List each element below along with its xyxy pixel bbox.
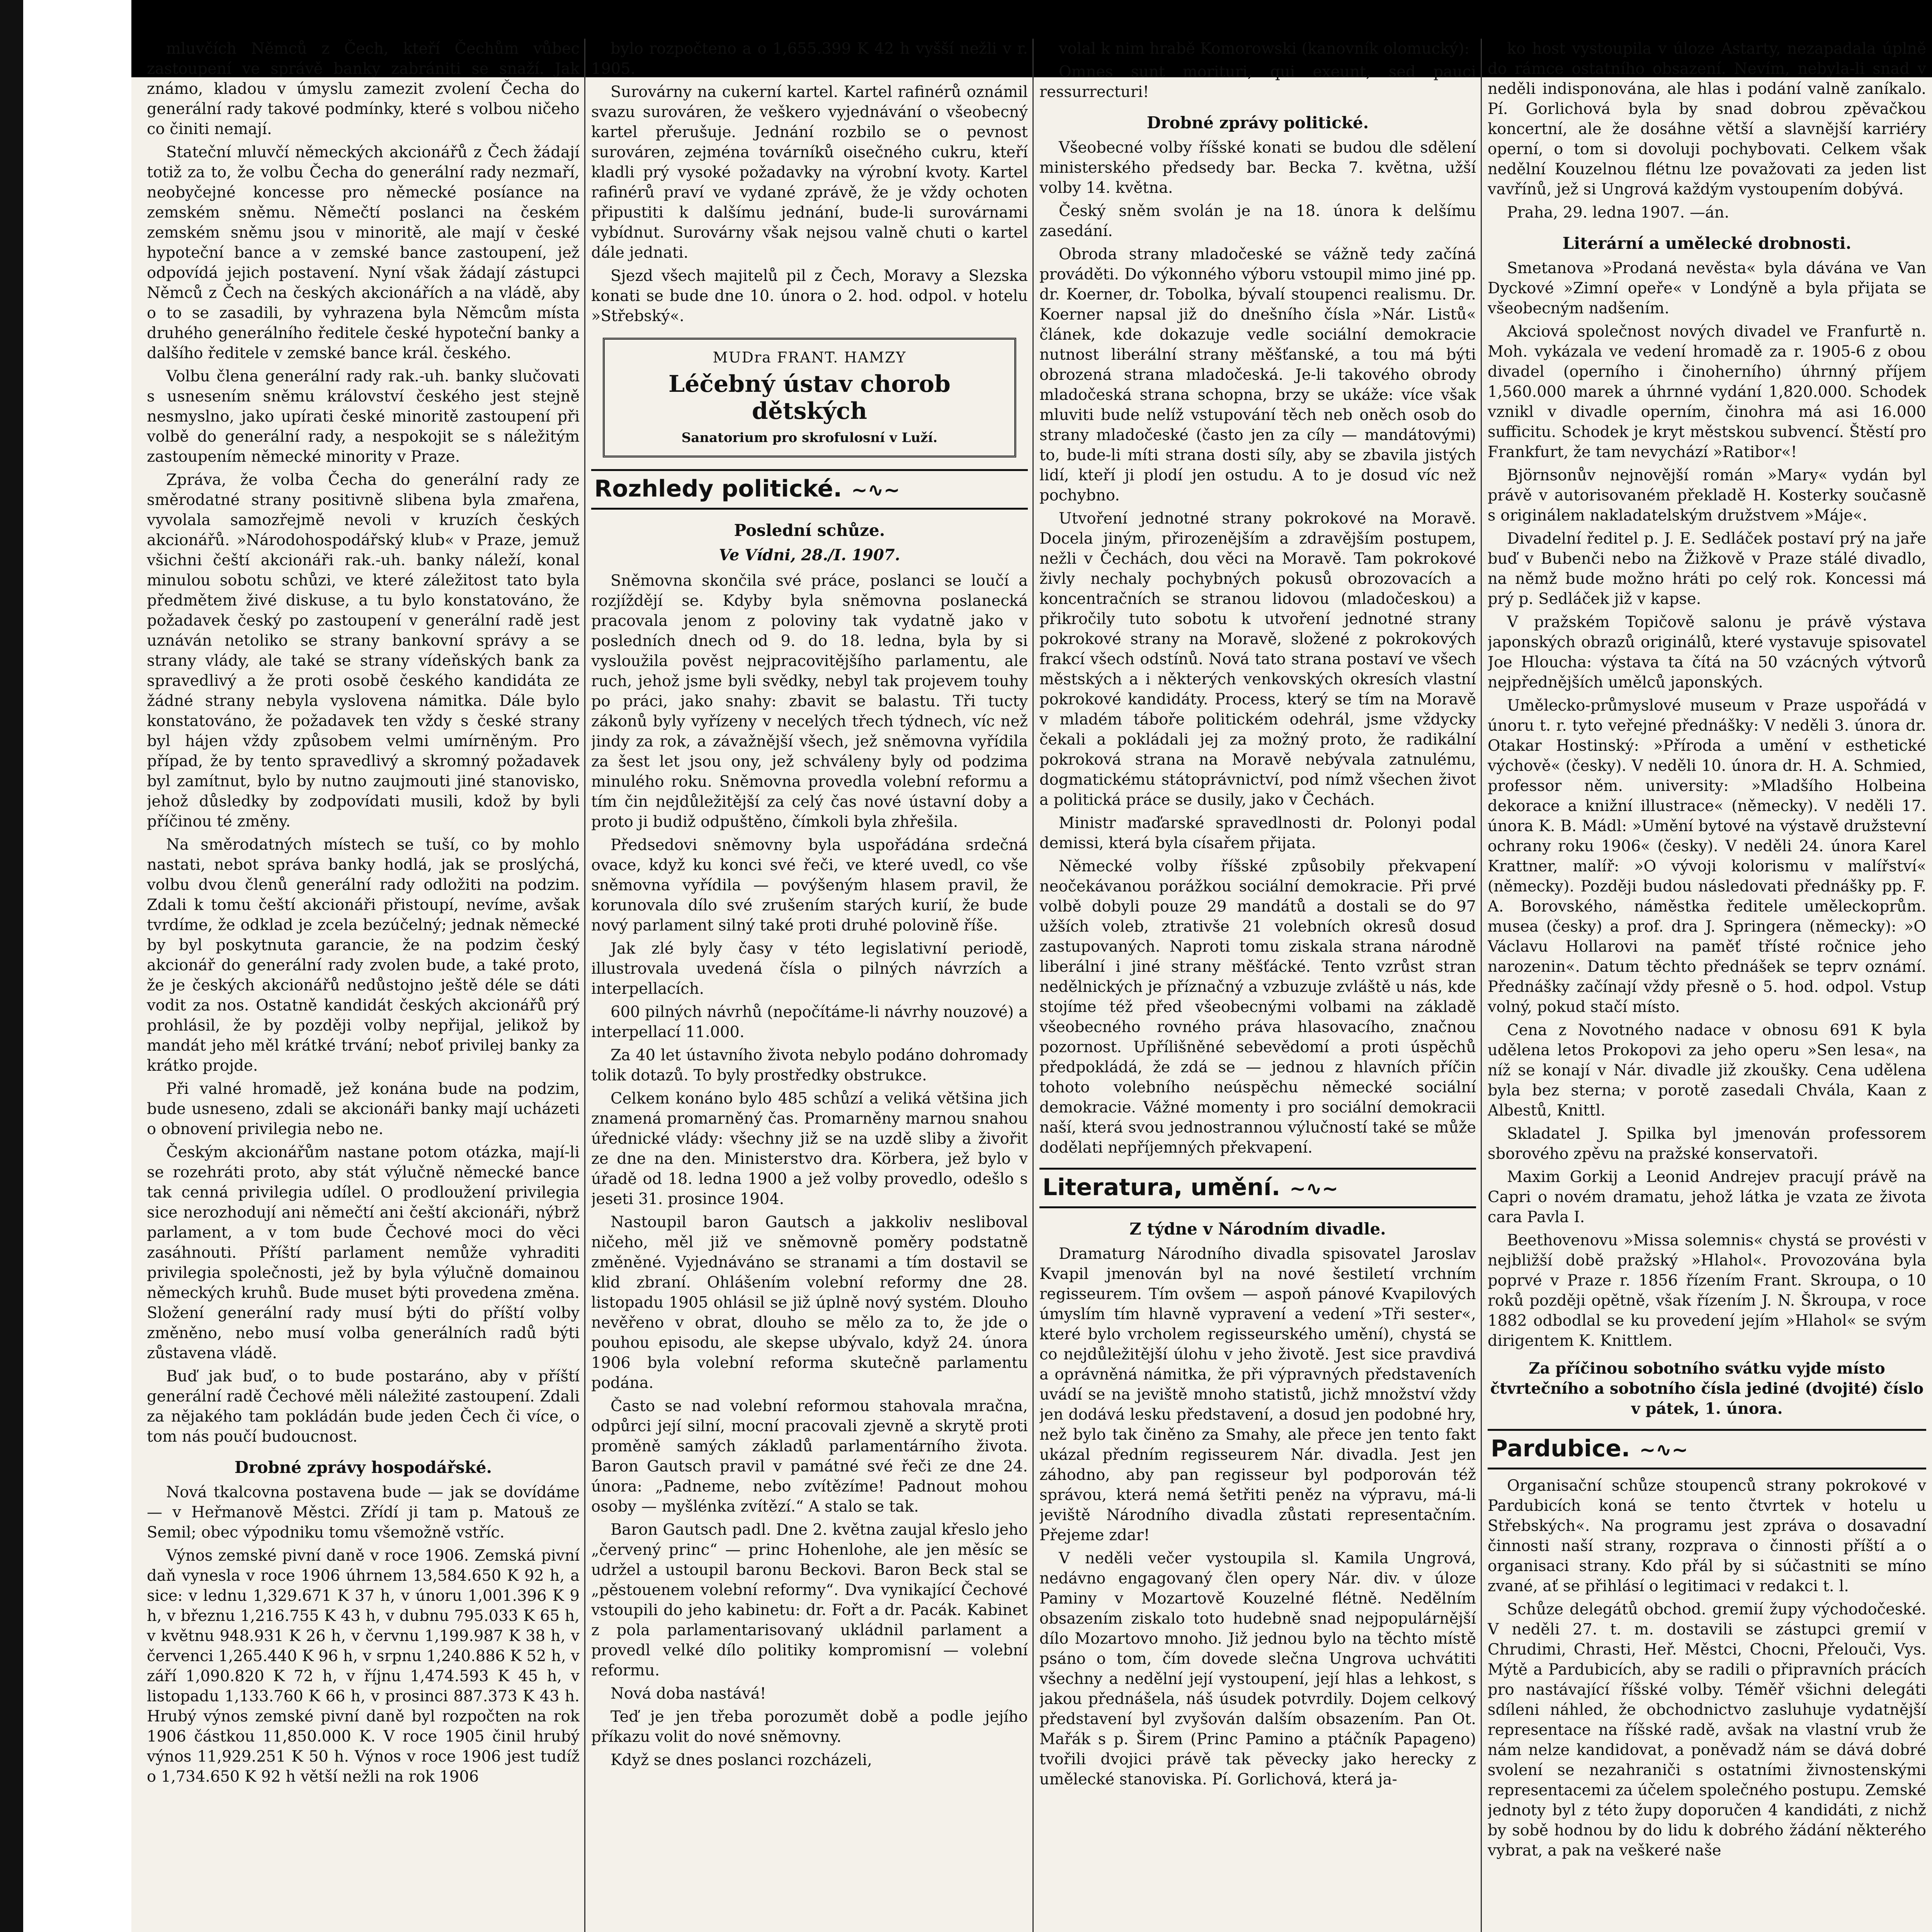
article-paragraph: Zpráva, že volba Čecha do generální rady ze směrodatné strany positivně slibena byla zmařena, vyvolala samozřejmě nevoli v kruzích českých akcionářů. »Národohospodářský klub« v Praze, jemuž všichni čeští akcionáři rak.-uh. banky náleží, konal minulou sobotu schůzi, ve které záležitost tato byla předmětem živé diskuse, a tu bylo konstatováno, že požadavek český po zastoupení v generální radě jest uznáván netoliko se strany bankovní správy a se strany vlády, ale také se strany vídeňských bank za spravedlivý a že proti osobě českého kandidáta ze žádné strany nebyla vyslovena námitka. Dále bylo konstatováno, že požadavek ten vždy s české strany byl hájen vždy způsobem velmi umírněným. Pro případ, že by tento spravedlivý a skromný požadavek byl zamítnut, bylo by nutno zaujmouti jiné stanovisko, jehož důsledky by zodpovídati musili, kdož by byli příčinou té změny. <box>147 471 580 830</box>
ad-line2: Léčebný ústav chorob dětských <box>668 371 951 425</box>
article-paragraph: V neděli večer vystoupila sl. Kamila Ungrová, nedávno engagovaný člen opery Nár. div. v úloze Paminy v Mozartově Kouzelné flétně. Nedělním obsazením ziskalo toto hudebně snad nejpopulárnější dílo Mozartovo mnoho. Již jednou bylo na těchto místě psáno o tom, čím dovede slečna Ungrova uchvátiti všechny a nedělní její vystoupení, její hlas a lehkost, s jakou přednášela, náš úsudek potvrdily. Dojem celkový představení byl zvyšován dalším obsazením. Pan Ot. Mařák s p. Širem (Princ Pamino a ptáčník Papageno) tvořili dvojici právě tak pěvecky jako herecky z umělecké stanoviska. Pí. Gorlichová, která ja- <box>1039 1549 1476 1788</box>
article-heading: Literární a umělecké drobnosti. <box>1562 234 1852 253</box>
article-paragraph: Často se nad volební reformou stahovala mračna, odpůrci její silní, mocní pracovali zjevně a skrytě proti proměně samých základů parlamentárního života. Baron Gautsch pravil v památné své řeči ze dne 24. února: „Padneme, nebo zvítězíme! Padnout mohou osoby — myšlénka zvítězí.“ A stalo se tak. <box>591 1397 1028 1515</box>
article-paragraph: Umělecko-průmyslové museum v Praze uspořádá v únoru t. r. tyto veřejné přednášky: V neděli 3. února dr. Otakar Hostinský: »Příroda a umění v esthetické výchově« (česky). V neděli 10. února dr. H. A. Schmied, professor něm. university: »Mladšího Holbeina dekorace a knižní illustrace« (německy). V neděli 17. února K. B. Mádl: »Umění bytové na výstavě družstevní ochrany roku 1906« (česky). V neděli 24. února Karel Krattner, malíř: »O vývoji kolorismu v malířství« (německy). Později budou následovati přednášky pp. F. A. Borovského, náměstka ředitele uměleckoprům. musea (česky) a prof. dra J. Springera (německy): »O Václavu Hollarovi na paměť třísté ročnice jeho narozenin«. Datum těchto přednášek se teprv oznámí. Přednášky začínají vždy přesně o 5. hod. odpol. Vstup volný, pokud stačí místo. <box>1488 697 1926 1016</box>
section-header <box>1039 1168 1476 1208</box>
article-paragraph: Při valné hromadě, jež konána bude na podzim, bude usneseno, zdali se akcionáři banky mají ucházeti o obnovení privilegia nebo ne. <box>147 1080 580 1138</box>
ad-line1: MUDra FRANT. HAMZY <box>713 349 906 366</box>
article-paragraph: mluvčích Němců z Čech, kteří Čechům vůbec zastoupení ve správě banky zabrániti se snaží. Jak známo, kladou v úmyslu zamezit zvolení Čecha do generální rady takové podmínky, které s volbou ničeho co činiti nemají. <box>147 40 580 138</box>
article-paragraph: Když se dnes poslanci rozcházeli, <box>611 1751 872 1769</box>
article-paragraph: Českým akcionářům nastane potom otázka, mají-li se rozehráti proto, aby stát výlučně německé bance tak cenná privilegia udílel. O prodloužení privilegia sice nerozhodují ani němečtí ani čeští akcionáři, nýbrž parlament, a v tom bude Čechové moci do věci zasáhnouti. Příští parlament nemůže vyhraditi privilegia společnosti, jež by byla výlučně domainou německých kruhů. Bude muset býti provedena změna. Složení generální rady musí býti do příští volby změněno, nebo musí volba generálních radů býti zůstavena vládě. <box>147 1143 580 1362</box>
article-heading: Poslední schůze. <box>734 521 885 540</box>
article-paragraph: Sjezd všech majitelů pil z Čech, Moravy a Slezska konati se bude dne 10. února o 2. hod. odpol. v hotelu »Střebský«. <box>591 267 1028 325</box>
article-paragraph: Nastoupil baron Gautsch a jakkoliv nesliboval ničeho, měl již ve sněmovně poměry podstatně změněné. Vyjednáváno se stranami a tím dostavil se klid zbraní. Ohlášením volební reformy dne 28. listopadu 1905 ohlásil se již úplně nový systém. Dlouho nevěřeno v obrat, dlouho se mělo za to, že jde o pouhou episodu, ale skepse ubývalo, když 24. února 1906 byla volební reforma skutečně parlamentu podána. <box>591 1213 1028 1392</box>
column-rule <box>584 39 585 1932</box>
article-paragraph: Ministr maďarské spravedlnosti dr. Polonyi podal demissi, která byla císařem přijata. <box>1039 814 1476 852</box>
advertisement-box <box>603 338 1016 457</box>
article-paragraph: Český sněm svolán je na 18. února k delšímu zasedání. <box>1039 202 1476 240</box>
article-paragraph: Nová doba nastává! <box>611 1685 766 1702</box>
dateline: Ve Vídni, 28./I. 1907. <box>719 546 900 564</box>
article-paragraph: Stateční mluvčí německých akcionářů z Čech žádají totiž za to, že volbu Čecha do generální rady nezmaří, neobyčejné koncesse pro německé posíance na zemském sněmu. Němečtí poslanci na českém zemském sněmu jsou v minoritě, ale mají v české hypoteční bance a v zemské bance zastoupení, jež odpovídá jejich postavení. Nyní však žádají zástupci Němců z Čech na českých akcionářích a na vládě, aby o to se zasadili, by vyhrazena byla Němcům místa druhého generálního ředitele české hypoteční banky a dalšího ředitele v zemské bance král. českého. <box>147 143 580 362</box>
column-1 <box>147 39 580 1932</box>
article-paragraph: Akciová společnost nových divadel ve Franfurtě n. Moh. vykázala ve vedení hromadě za r. 1905-6 z obou divadel (operního i činoherního) úhrnný příjem 1,560.000 marek a úhrnné vydání 1,820.000. Schodek vznikl v divadle operním, činohra má asi 16.000 sufficitu. Schodek je kryt městskou subvencí. Štěstí pro Frankfurt, že tam nevychází »Ratibor«! <box>1488 323 1926 461</box>
article-paragraph: Maxim Gorkij a Leonid Andrejev pracují právě na Capri o novém dramatu, jehož látka je vzata ze života cara Pavla I. <box>1488 1168 1926 1226</box>
article-paragraph: Omnes sunt morituri, qui exeunt, sed pauci ressurrecturi! <box>1039 63 1476 101</box>
article-paragraph: Na směrodatných místech se tuší, co by mohlo nastati, nebot správa banky hodlá, jak se proslýchá, volbu dvou členů generální rady odložiti na podzim. Zdali k tomu čeští akcionáři přistoupí, nevíme, avšak tvrdíme, že odklad je zcela bezúčelný; jednak německé by byl poskytnuta garancie, že na podzim český akcionář do generální rady zvolen bude, a také proto, že je českých akcionářů nedůstojno ještě déle se dáti vodit za nos. Ostatně kandidát českých akcionářů prý prohlásil, že by později volby nepřijal, jelikož by mandát jeho měl krátké trvání; neboť privilej banky za krátko projde. <box>147 836 580 1075</box>
article-paragraph: Baron Gautsch padl. Dne 2. května zaujal křeslo jeho „červený princ“ — princ Hohenlohe, ale jen měsíc se udržel a ustoupil baronu Beckovi. Baron Beck stal se „pěstouenem volební reformy“. Dva vynikající Čechové vstoupili do jeho kabinetu: dr. Fořt a dr. Pacák. Kabinet z pola parlamentarisovaný ukládnil parlament a provedl velké dílo politiky kompromisní — volební reformu. <box>591 1521 1028 1679</box>
column-2 <box>591 39 1028 1932</box>
article-paragraph: Teď je jen třeba porozumět době a podle jejího příkazu volit do nové sněmovny. <box>591 1708 1028 1746</box>
article-paragraph: Divadelní ředitel p. J. E. Sedláček postaví prý na jaře buď v Bubenči nebo na Žižkově v Praze stálé divadlo, na němž bude možno hráti po celý rok. Koncessi má prý p. Sedláček již v kapse. <box>1488 530 1926 608</box>
ad-line3: Sanatorium pro skrofulosní v Luží. <box>681 430 938 446</box>
article-paragraph: ko host vystoupila v úloze Astarty, nezapadala úplně do rámce ostatního obsazení. Nevím, nebyla-li snad v neděli indisponována, ale hlas i podání valně zaníkalo. Pí. Gorlichová byla by snad dobrou zpěvačkou koncertní, ale že dosáhne větší a slavnější karriéry operní, o tom si dovoluji pochybovati. Celkem však nedělní Kouzelnou flétnu lze považovati za jeden list vavřínů, jež si Ungrová každým vystoupením dobývá. <box>1488 40 1926 198</box>
facing-page-edge <box>0 0 131 1932</box>
article-heading: Drobné zprávy hospodářské. <box>234 1458 492 1477</box>
article-paragraph: Všeobecné volby říšské konati se budou dle sdělení ministerského předsedy bar. Becka 7. května, užší volby 14. května. <box>1039 139 1476 197</box>
article-paragraph: Volbu člena generální rady rak.-uh. banky slučovati s usnesením sněmu království českého jest stejně nesmyslno, jako upírati české minoritě zastoupení při volbě do generální rady, a nespokojit se s náležitým zastoupením německé minority v Praze. <box>147 367 580 466</box>
article-paragraph: 600 pilných návrhů (nepočítáme-li návrhy nouzové) a interpellací 11.000. <box>591 1003 1028 1041</box>
article-paragraph: Německé volby říšské způsobily překvapení neočekávanou porážkou sociální demokracie. Při prvé volbě dobyli pouze 29 mandátů a dostali se do 97 užších voleb, ztrativše 21 volebních okresů dosud zastupovaných. Naproti tomu ziskala strana národně liberální i jiné strany měšťácké. Tento vzrůst stran nedělnických je příznačný a vzbuzuje zvláště u nás, kde stojíme též před všeobecnými volbami na základě všeobecného rovného práva hlasovacího, značnou pozornost. Upřílišněné sebevědomí a proti úspěchů předpokládá, že zdá se — jednou z hlavních příčin tohoto volebního neúspěchu německé sociální demokracie. Vážné momenty i pro sociální demokracii naší, která svou jednostrannou výlučností také se může dodělati nepříjemných překvapení. <box>1039 857 1476 1156</box>
section-header <box>591 469 1028 510</box>
article-paragraph: Beethovenovu »Missa solemnis« chystá se provésti v nejbližší době pražský »Hlahol«. Provozována byla poprvé v Praze r. 1856 řízením Frant. Skroupa, o 10 roků později opětně, však řízením J. N. Škroupa, v roce 1882 odbodlal se ku provedení jejím »Hlahol« se svým dirigentem K. Knittlem. <box>1488 1231 1926 1350</box>
article-paragraph: Jak zlé byly časy v této legislativní periodě, illustrovala uvedená čísla o pilných návrzích a interpellacích. <box>591 940 1028 998</box>
article-paragraph: Za 40 let ústavního života nebylo podáno dohromady tolik dotazů. To byly prostředky obstrukce. <box>591 1046 1028 1084</box>
column-rule <box>1032 39 1034 1932</box>
article-paragraph: Obroda strany mladočeské se vážně tedy začíná prováděti. Do výkonného výboru vstoupil mimo jiné pp. dr. Koerner, dr. Tobolka, bývalí stoupenci realismu. Dr. Koerner napsal již do dnešního čísla »Nár. Listů« článek, kde dokazuje vedle sociální demokracie nutnost liberální strany měšťanské, a tou má býti obrozená strana mladočeská. Je-li takového obrody mladočeská strana schopna, brzy se ukáže: více však mluviti bude nelíž vstupování těch neb oněch osob do strany mladočeské (často jen za cíly — mandátovými) to, bude-li míti strana dosti síly, aby se zbavila jistých lidí, kteří ji plodí jen ostudu. A to je dosud víc než pochybno. <box>1039 245 1476 504</box>
publication-notice: Za příčinou sobotního svátku vyjde místo čtvrtečního a sobotního čísla jediné (dvojité) číslo v pátek, 1. února. <box>1490 1359 1924 1418</box>
article-paragraph: Cena z Novotného nadace v obnosu 691 K byla udělena letos Prokopovi za jeho operu »Sen lesa«, na níž se konají v Nár. divadle již zkoušky. Cena udělena byla bez sterna; v porotě zasedali Chvála, Kaan z Albestů, Knittl. <box>1488 1021 1926 1119</box>
article-paragraph: Surovárny na cukerní kartel. Kartel rafinérů oznámil svazu surováren, že veškero vyjednávání o všeobecný kartel přerušuje. Jednání rozbilo se o pevnost surováren, zejména továrníků oisečného cukru, kteří kladli prý vysoké požadavky na výrobní kvoty. Kartel rafinérů praví ve vydané zprávě, že je vždy ochoten připustiti k dalšímu jednání, bude-li surovárnami vybídnut. Surovárny však nejsou valně chuti o kartel dále jednati. <box>591 83 1028 262</box>
article-paragraph: V pražském Topičově salonu je právě výstava japonských obrazů originálů, které vystavuje spisovatel Joe Hloucha: výstava ta čítá na 50 vzácných výtvorů nejpřednějších umělců japonských. <box>1488 613 1926 691</box>
article-paragraph: Předsedovi sněmovny byla uspořádána srdečná ovace, když ku konci své řeči, ve které uvedl, co vše sněmovna vyřídila — povýšeným hlasem pravil, že korunovala dílo své zrušením starých kurií, že bude nový parlament silný také proti druhé polovině říše. <box>591 836 1028 934</box>
column-4 <box>1488 39 1926 1932</box>
article-paragraph: Sněmovna skončila své práce, poslanci se loučí a rozjíždějí se. Kdyby byla sněmovna poslanecká pracovala jenom z poloviny tak vydatně jako v posledních dnech od 9. do 18. ledna, byla by si vysloužila pověst nejpracovitějšího parlamentu, ale ruch, jehož jsme byli svědky, nebyl tak projevem touhy po práci, jako snahy: zbavit se balastu. Tři tucty zákonů byly vyřízeny v necelých třech týdnech, víc než jindy za rok, a závažnější všech, jež sněmovna vyřídila za šest let jsou ony, jež schváleny byly od podzima minulého roku. Sněmovna provedla volební reformu a tím čin nejdůležitější za celý čas nové ústavní doby a proto ji budiž odpuštěno, čímkoli byla zhřešila. <box>591 572 1028 831</box>
article-paragraph: Organisační schůze stoupenců strany pokrokové v Pardubicích koná se tento čtvrtek v hotelu u Střebských«. Na programu jest zpráva o dosavadní činnosti naší strany, rozprava o činnosti příští a o organisaci strany. Kdo přál by si súčastniti se míno zvané, ať se přihlásí o legitimaci v redakci t. l. <box>1488 1477 1926 1595</box>
section-title: Literatura, umění. <box>1043 1174 1281 1201</box>
article-paragraph: Smetanova »Prodaná nevěsta« byla dávána ve Van Dyckové »Zimní opeře« v Londýně a byla přijata se všeobecným nadšením. <box>1488 259 1926 317</box>
article-paragraph: Schůze delegátů obchod. gremií župy východočeské. V neděli 27. t. m. dostavili se zástupci gremií v Chrudimi, Chrasti, Heř. Městci, Chocni, Přelouči, Vys. Mýtě a Pardubicích, aby se radili o připravních prácích pro nastávající říšské volby. Téměř všichni delegáti sdíleni náhled, že obchodnictvo zasluhuje vydatnější representace na říšské radě, avšak na vlastní vrub že nám nelze kandidovat, a poněvadž nám se dává dobré svolení se nezahraniči s ostatními živnostenskými representacemi za účelem společného postupu. Zemské jednoty byl z této župy doporučen 4 kandidáti, z nichž by sobě hodnou by do lidu k dobrého žádání některého vybrat, a pak na veškeré naše <box>1488 1600 1926 1859</box>
article-heading: Drobné zprávy politické. <box>1146 113 1369 132</box>
article-paragraph: bylo rozpočteno a o 1,655.399 K 42 h vyšší nežli v r. 1905. <box>591 40 1028 78</box>
article-paragraph: Utvoření jednotné strany pokrokové na Moravě. Docela jiným, přirozenějším a zdravějším postupem, nežli v Čechách, dou věci na Moravě. Tam pokrokové živly nechaly pochybných pokusů obrozovacích a koncentračních se stranou lidovou (mladočeskou) a přikročily tuto sobotu k utvoření jednotné strany pokrokové strany na Moravě, složené z pokrokových frakcí všech odstínů. Nová tato strana postaví ve všech městských a i některých venkovských okresích vlastní pokrokové kandidáty. Process, který se tím na Moravě v mladém táboře politickém odehrál, jsme vždycky čekali a pokládali jej za možný proto, že radikální pokroková strana na Moravě nebývala zatnulému, dogmatickému státoprávnictví, pod nímž všechen život a politická práce se dusily, jako v Čechách. <box>1039 510 1476 809</box>
article-heading: Z týdne v Národním divadle. <box>1129 1219 1386 1238</box>
article-paragraph: Skladatel J. Spilka byl jmenován professorem sborového zpěvu na pražské konservatoři. <box>1488 1125 1926 1163</box>
section-header <box>1488 1429 1926 1469</box>
article-paragraph: Nová tkalcovna postavena bude — jak se dovídáme — v Heřmanově Městci. Zřídí ji tam p. Matouš ze Semil; obec výpodniku tomu všemožně vstříc. <box>147 1483 580 1541</box>
ornament-icon: ~∿~ <box>851 479 900 501</box>
article-paragraph: Celkem konáno bylo 485 schůzí a veliká většina jich znamená promarněný čas. Promarněny marnou snahou úřednické vlády: všechny již se na uzdě sliby a živořit ze dne na den. Ministerstvo dra. Körbera, jež bylo v úřadě od 18. ledna 1900 a jež volby provedlo, odešlo s jeseti 31. prosince 1904. <box>591 1090 1028 1208</box>
article-paragraph: volal k nim hrabě Komorowski (kanovník olomucký): <box>1059 40 1469 58</box>
article-paragraph: Dramaturg Národního divadla spisovatel Jaroslav Kvapil jmenován byl na nové šestiletí vrchním regisseurem. Tím ovšem — aspoň pánové Kvapilových úmyslím tím hlavně vypravení a vedení »Tři sester«, které bylo vrcholem regisseurského umění), chystá se co nejdůležitější úlohu v jeho životě. Jest sice pravdivá a oprávněná námitka, že při výpravných představeních uvádí se na jeviště mnoho statistů, jichž množství vždy jen dodává lesku představení, a dosud jen podobné hry, než bylo tak činěno za Smahy, ale přece jen tento fakt ukázal předním regisseurem Nár. divadla. Jest jen záhodno, aby pan regisseur byl podporován též správou, která nemá šetřiti peněz na výpravu, má-li jeviště Národního divadla zůstati representačním. Přejeme zdar! <box>1039 1245 1476 1544</box>
section-title: Rozhledy politické. <box>594 475 842 502</box>
article-paragraph: Björnsonův nejnovější román »Mary« vydán byl právě v autorisovaném překladě H. Kosterky současně s originálem nakladatelským družstvem »Máje«. <box>1488 466 1926 524</box>
column-3 <box>1039 39 1476 1932</box>
section-title: Pardubice. <box>1491 1435 1630 1462</box>
column-rule <box>1481 39 1482 1932</box>
ornament-icon: ~∿~ <box>1639 1439 1688 1461</box>
article-paragraph: Buď jak buď, o to bude postaráno, aby v příští generální radě Čechové měli náležité zastoupení. Zdali za nějakého tam pokládán bude jeden Čech či více, o tom nás poučí budoucnost. <box>147 1367 580 1446</box>
article-paragraph: Výnos zemské pivní daně v roce 1906. Zemská pivní daň vynesla v roce 1906 úhrnem 13,584.650 K 92 h, a sice: v lednu 1,329.671 K 37 h, v únoru 1,001.396 K 9 h, v březnu 1,216.755 K 43 h, v dubnu 795.033 K 65 h, v květnu 948.931 K 26 h, v červnu 1,199.987 K 38 h, v červenci 1,265.440 K 96 h, v srpnu 1,240.886 K 52 h, v září 1,090.820 K 72 h, v říjnu 1,474.593 K 45 h, v listopadu 1,133.760 K 66 h, v prosinci 887.373 K 43 h. Hrubý výnos zemské pivní daně byl rozpočten na rok 1906 částkou 11,850.000 K. V roce 1905 činil hrubý výnos 11,929.251 K 50 h. Výnos v roce 1906 jest tudíž o 1,734.650 K 92 h větší nežli na rok 1906 <box>147 1547 580 1786</box>
article-paragraph: Praha, 29. ledna 1907. —án. <box>1507 204 1730 221</box>
ornament-icon: ~∿~ <box>1289 1177 1338 1200</box>
